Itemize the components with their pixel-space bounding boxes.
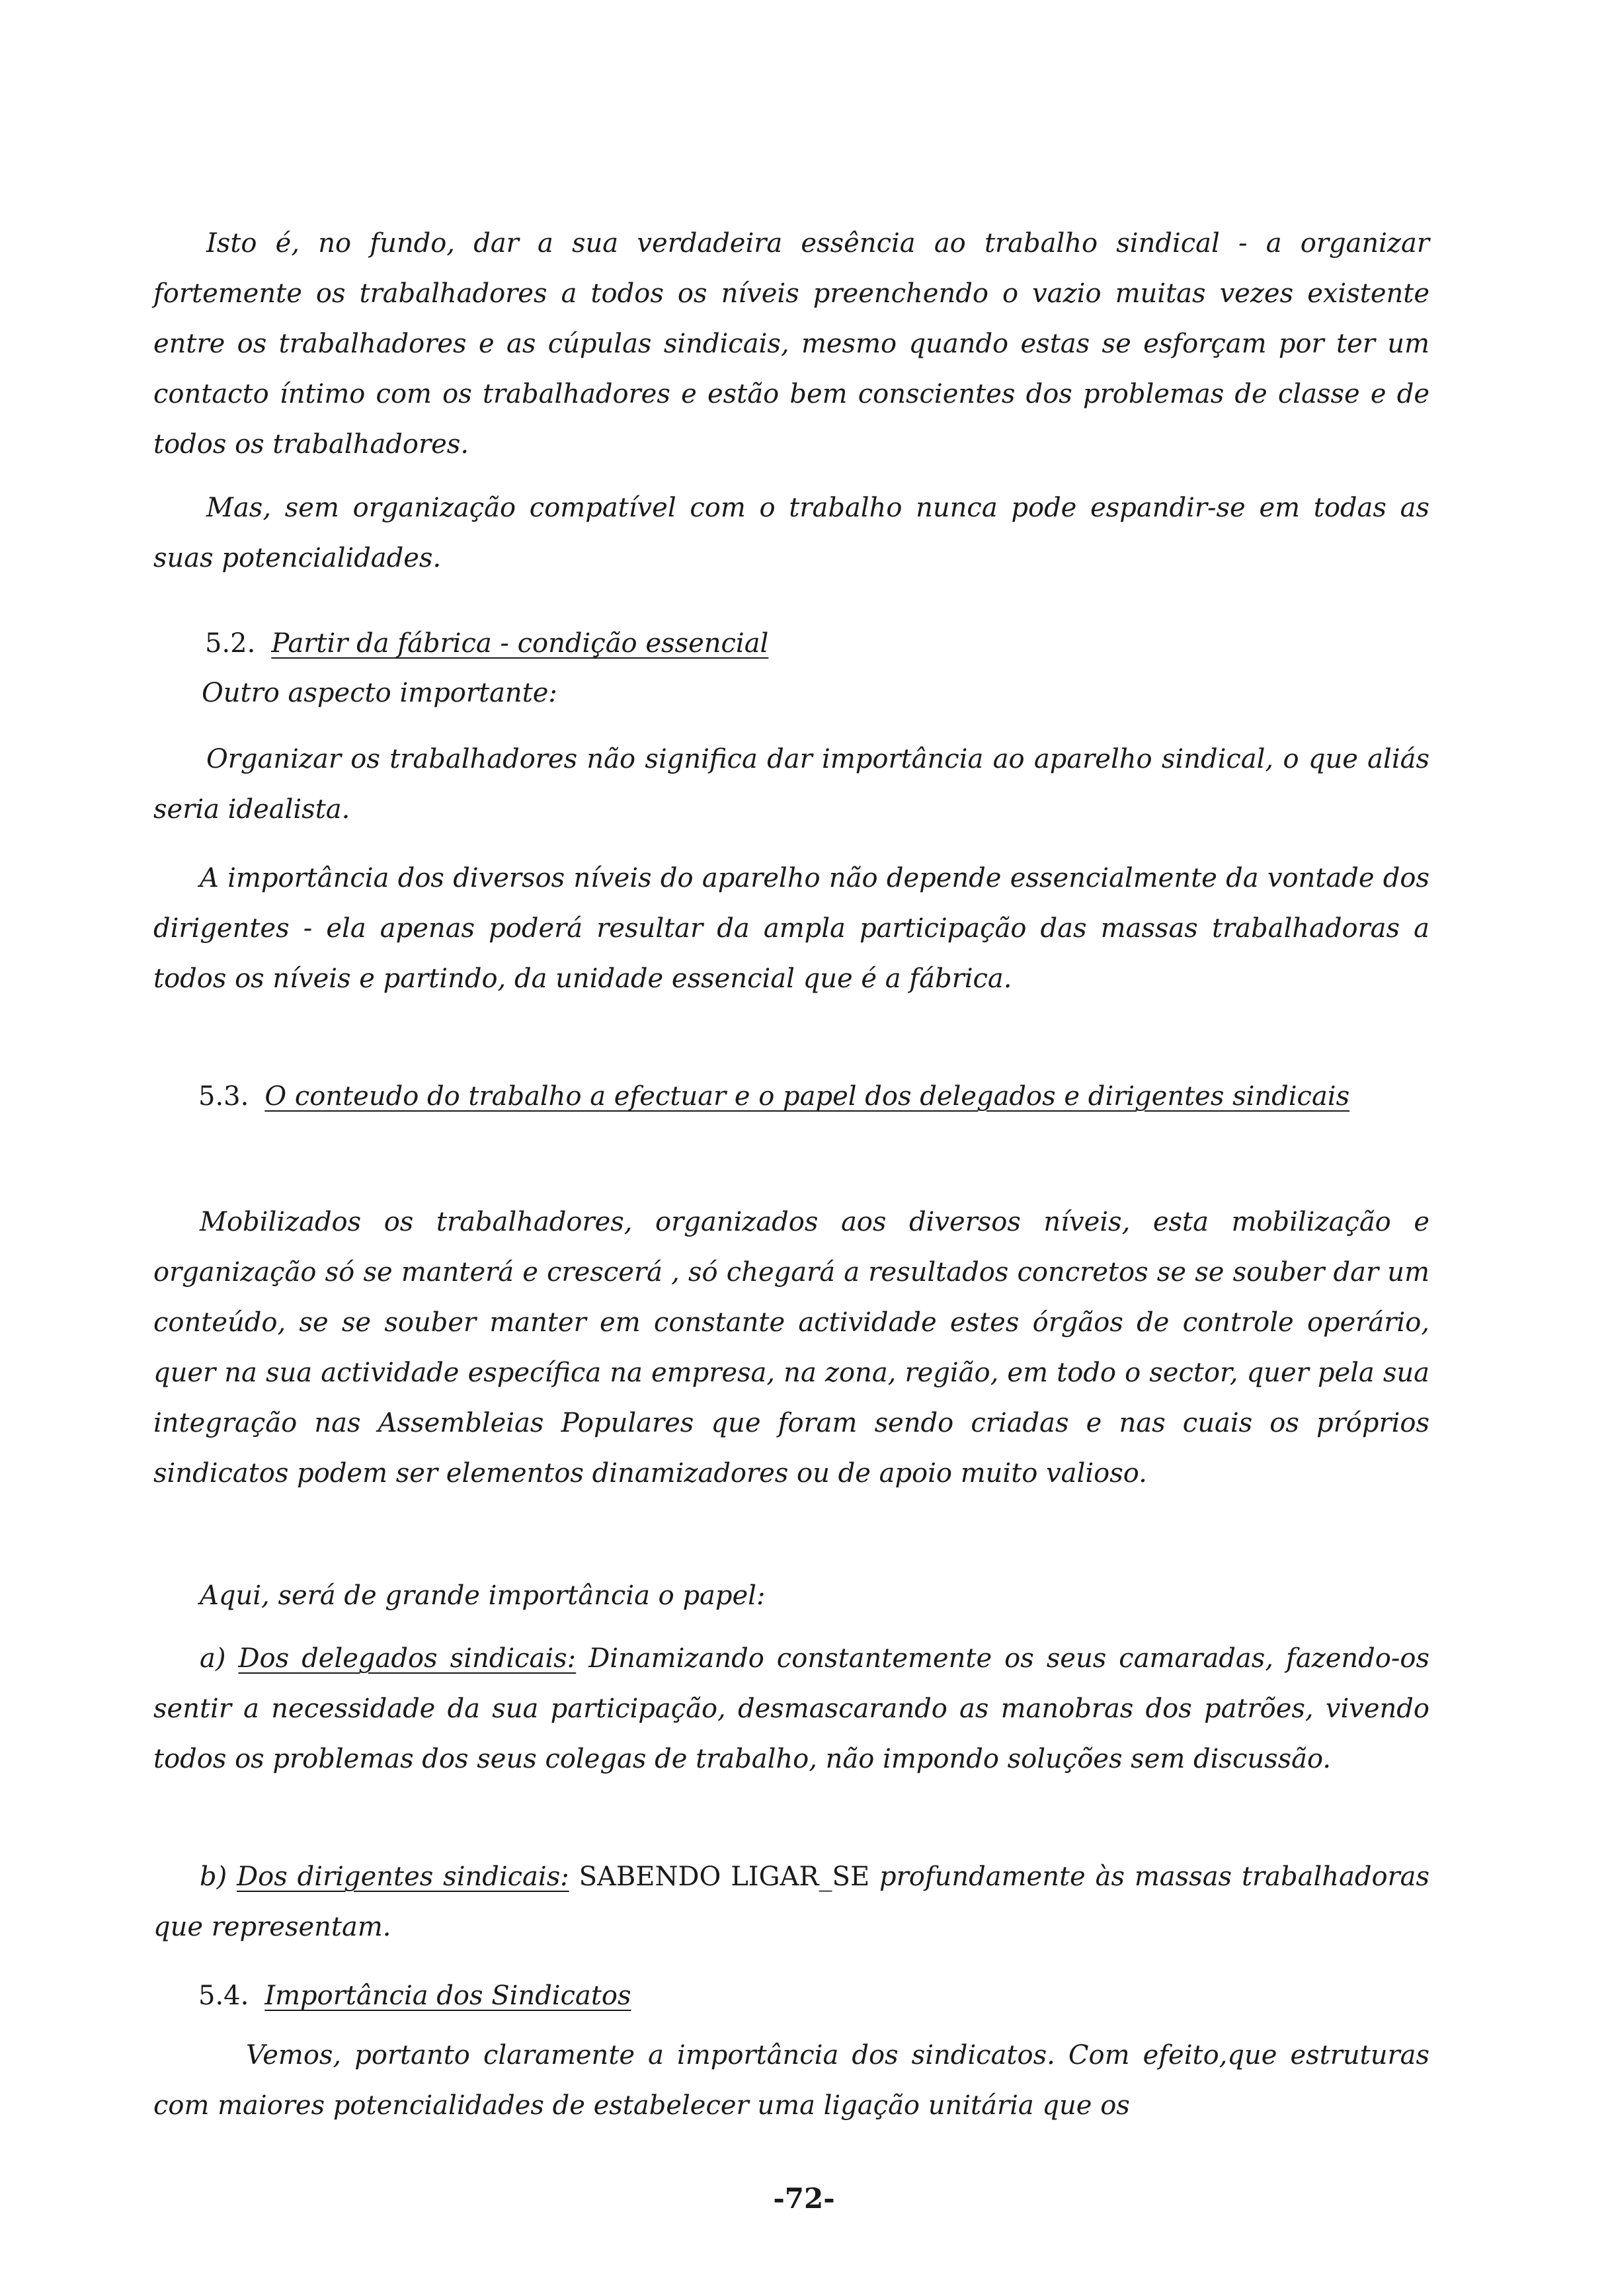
- paragraph-intro: Isto é, no fundo, dar a sua verdadeira essência ao trabalho sindical - a organizar fortemente os trabalhadores a todos os níveis preenchendo o vazio muitas vezes existente entre os trabalhadores e as cúpulas sindicais, mesmo quando estas se esforçam por ter um contacto íntimo com os trabalhadores e estão bem conscientes dos problemas de classe e de todos os trabalhadores.: [153, 228, 1429, 460]
- section-number: 5.2.: [205, 628, 256, 659]
- paragraph-mobilized: Mobilizados os trabalhadores, organizados aos diversos níveis, esta mobilização e organização só se manterá e crescerá , só chegará a resultados concretos se se souber dar um conteúdo, se se souber manter em constante actividade estes órgãos de controle operário, quer na sua actividade específica na empresa, na zona, região, em todo o sector, quer pela sua integração nas Assembleias Populares que foram sendo criadas e nas cuais os próprios sindicatos podem ser elementos dinamizadores ou de apoio muito valioso.: [153, 1207, 1429, 1489]
- paragraph-unions: Vemos, portanto claramente a importância dos sindicatos. Com efeito,que estruturas com maiores potencialidades de estabelecer uma ligação unitária que os: [153, 2040, 1429, 2121]
- section-5-4-heading: [198, 1971, 631, 2021]
- item-label: a): [200, 1643, 226, 1674]
- section-title: O conteudo do trabalho a efectuar e o papel dos delegados e dirigentes sindicais: [264, 1081, 1350, 1112]
- paragraph-aspect: Outro aspecto importante:: [202, 678, 557, 708]
- item-caps-text: SABENDO LIGAR_SE: [579, 1862, 870, 1892]
- item-text: Dinamizando constantemente os seus camaradas, fazendo-os sentir a necessidade da sua participação, desmascarando as manobras dos patrões, vivendo todos os problemas dos seus colegas de trabalho, não impondo soluções sem discussão.: [153, 1643, 1429, 1774]
- section-5-3-heading: [198, 1071, 1455, 1122]
- section-title: Partir da fábrica - condição essencial: [271, 628, 769, 659]
- item-a-delegates: [153, 1633, 1429, 1784]
- section-5-2-heading: [205, 618, 768, 669]
- item-title: Dos dirigentes sindicais:: [237, 1862, 569, 1892]
- paragraph-organize-workers: Organizar os trabalhadores não significa dar importância ao aparelho sindical, o que aliás seria idealista.: [153, 744, 1429, 825]
- item-title: Dos delegados sindicais:: [238, 1643, 577, 1674]
- paragraph-importance-levels: A importância dos diversos níveis do aparelho não depende essencialmente da vontade dos dirigentes - ela apenas poderá resultar da ampla participação das massas trabalhadoras a todos os níveis e partindo, da unidade essencial que é a fábrica.: [153, 863, 1429, 994]
- section-title: Importância dos Sindicatos: [264, 1981, 631, 2011]
- paragraph-role: Aqui, será de grande importância o papel:: [200, 1580, 766, 1611]
- page-number: -72-: [773, 2182, 835, 2215]
- section-number: 5.4.: [198, 1981, 249, 2011]
- item-b-leaders: [153, 1852, 1429, 1952]
- paragraph-organization: Mas, sem organização compatível com o trabalho nunca pode espandir-se em todas as suas potencialidades.: [153, 493, 1429, 573]
- item-text: profundamente às massas trabalhadoras que representam.: [153, 1862, 1430, 1942]
- section-number: 5.3.: [198, 1081, 249, 1112]
- item-label: b): [200, 1862, 227, 1892]
